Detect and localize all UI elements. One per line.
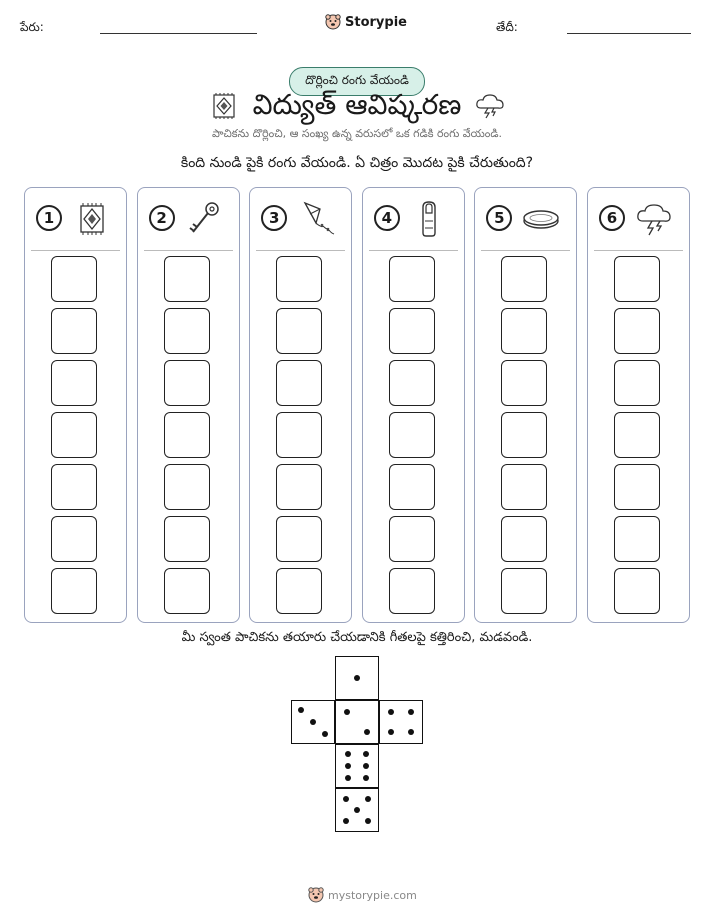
color-cell[interactable] [164, 568, 210, 614]
column-divider [31, 250, 120, 251]
dice-face-4 [379, 700, 423, 744]
column-divider [144, 250, 233, 251]
column-divider [369, 250, 458, 251]
dice-pip [345, 751, 351, 757]
column-header [475, 188, 576, 250]
title-storm-cloud-icon [474, 92, 506, 124]
dice-pip [363, 751, 369, 757]
column-header [138, 188, 239, 250]
column-number: 4 [374, 205, 400, 231]
cut-and-fold-instruction: మీ స్వంత పాచికను తయారు చేయడానికి గీతలపై కత్తిరించి, మడవండి. [181, 630, 533, 645]
column-header [363, 188, 464, 250]
dice-face-1 [335, 656, 379, 700]
color-cell[interactable] [389, 516, 435, 562]
color-cell[interactable] [164, 464, 210, 510]
dice-pip [310, 719, 316, 725]
coin-icon [521, 199, 561, 239]
color-cell[interactable] [501, 464, 547, 510]
dice-pip [322, 731, 328, 737]
color-cell[interactable] [276, 464, 322, 510]
column-3 [249, 187, 352, 623]
color-cell[interactable] [389, 308, 435, 354]
column-header [25, 188, 126, 250]
color-cell[interactable] [164, 308, 210, 354]
key-icon [184, 199, 224, 239]
color-cell[interactable] [164, 360, 210, 406]
column-number: 6 [599, 205, 625, 231]
color-cell[interactable] [164, 256, 210, 302]
name-line[interactable] [100, 33, 257, 34]
question: కింది నుండి పైకి రంగు వేయండి. ఏ చిత్రం మొదట పైకి చేరుతుంది? [180, 155, 534, 171]
dice-pip [345, 763, 351, 769]
dice-pip [363, 763, 369, 769]
dice-face-6 [335, 744, 379, 788]
color-cell[interactable] [501, 360, 547, 406]
footer [308, 887, 417, 903]
color-cell[interactable] [501, 256, 547, 302]
column-number: 5 [486, 205, 512, 231]
column-header [588, 188, 689, 250]
dice-face-2 [335, 700, 379, 744]
brand-logo [325, 14, 407, 30]
color-cell[interactable] [51, 360, 97, 406]
column-number: 2 [149, 205, 175, 231]
dice-pip [343, 818, 349, 824]
subtitle: పాచికను దొర్లించి, ఆ సంఖ్య ఉన్న వరుసలో ఒక గడికి రంగు వేయండి. [212, 127, 502, 140]
column-6 [587, 187, 690, 623]
storypie-mascot-icon [308, 887, 324, 903]
color-cell[interactable] [164, 412, 210, 458]
dice-pip [363, 775, 369, 781]
color-cell[interactable] [501, 412, 547, 458]
date-label: తేదీ: [496, 20, 518, 34]
column-header [250, 188, 351, 250]
storypie-mascot-icon [325, 14, 341, 30]
dice-pip [354, 807, 360, 813]
column-2 [137, 187, 240, 623]
color-cell[interactable] [614, 516, 660, 562]
dice-pip [408, 729, 414, 735]
dice-pip [298, 707, 304, 713]
color-cell[interactable] [501, 516, 547, 562]
title-rug-icon [212, 92, 236, 124]
color-cell[interactable] [51, 516, 97, 562]
color-cell[interactable] [276, 256, 322, 302]
color-cell[interactable] [614, 308, 660, 354]
column-number: 3 [261, 205, 287, 231]
dice-pip [388, 729, 394, 735]
dice-pip [343, 796, 349, 802]
column-5 [474, 187, 577, 623]
color-cell[interactable] [276, 308, 322, 354]
column-divider [481, 250, 570, 251]
color-cell[interactable] [276, 360, 322, 406]
color-cell[interactable] [614, 568, 660, 614]
color-cell[interactable] [614, 256, 660, 302]
dice-pip [354, 675, 360, 681]
dice-face-5 [335, 788, 379, 832]
column-number: 1 [36, 205, 62, 231]
color-cell[interactable] [614, 412, 660, 458]
color-cell[interactable] [51, 464, 97, 510]
color-cell[interactable] [389, 360, 435, 406]
color-cell[interactable] [389, 256, 435, 302]
dice-pip [345, 775, 351, 781]
brand-name: Storypie [345, 14, 407, 30]
dice-pip [408, 709, 414, 715]
color-cell[interactable] [501, 568, 547, 614]
color-cell[interactable] [51, 412, 97, 458]
finger-icon [409, 199, 449, 239]
dice-face-3 [291, 700, 335, 744]
color-cell[interactable] [614, 360, 660, 406]
color-cell[interactable] [276, 516, 322, 562]
color-cell[interactable] [614, 464, 660, 510]
column-4 [362, 187, 465, 623]
date-line[interactable] [567, 33, 691, 34]
column-1 [24, 187, 127, 623]
color-cell[interactable] [51, 568, 97, 614]
dice-pip [364, 729, 370, 735]
color-cell[interactable] [51, 256, 97, 302]
color-cell[interactable] [389, 412, 435, 458]
dice-pip [365, 796, 371, 802]
color-cell[interactable] [501, 308, 547, 354]
name-label: పేరు: [20, 20, 44, 34]
dice-pip [344, 709, 350, 715]
column-divider [256, 250, 345, 251]
page-title: విద్యుత్ ఆవిష్కరణ [252, 88, 462, 121]
rug-icon [71, 199, 111, 239]
color-cell[interactable] [276, 412, 322, 458]
dice-pip [388, 709, 394, 715]
color-cell[interactable] [276, 568, 322, 614]
dice-pip [365, 818, 371, 824]
color-cell[interactable] [389, 464, 435, 510]
kite-icon [296, 199, 336, 239]
color-cell[interactable] [51, 308, 97, 354]
footer-url: mystorypie.com [328, 888, 417, 902]
roll-and-color-badge: దొర్లించి రంగు వేయండి [289, 67, 425, 96]
color-cell[interactable] [164, 516, 210, 562]
storm-cloud-icon [634, 199, 674, 239]
column-divider [594, 250, 683, 251]
color-cell[interactable] [389, 568, 435, 614]
